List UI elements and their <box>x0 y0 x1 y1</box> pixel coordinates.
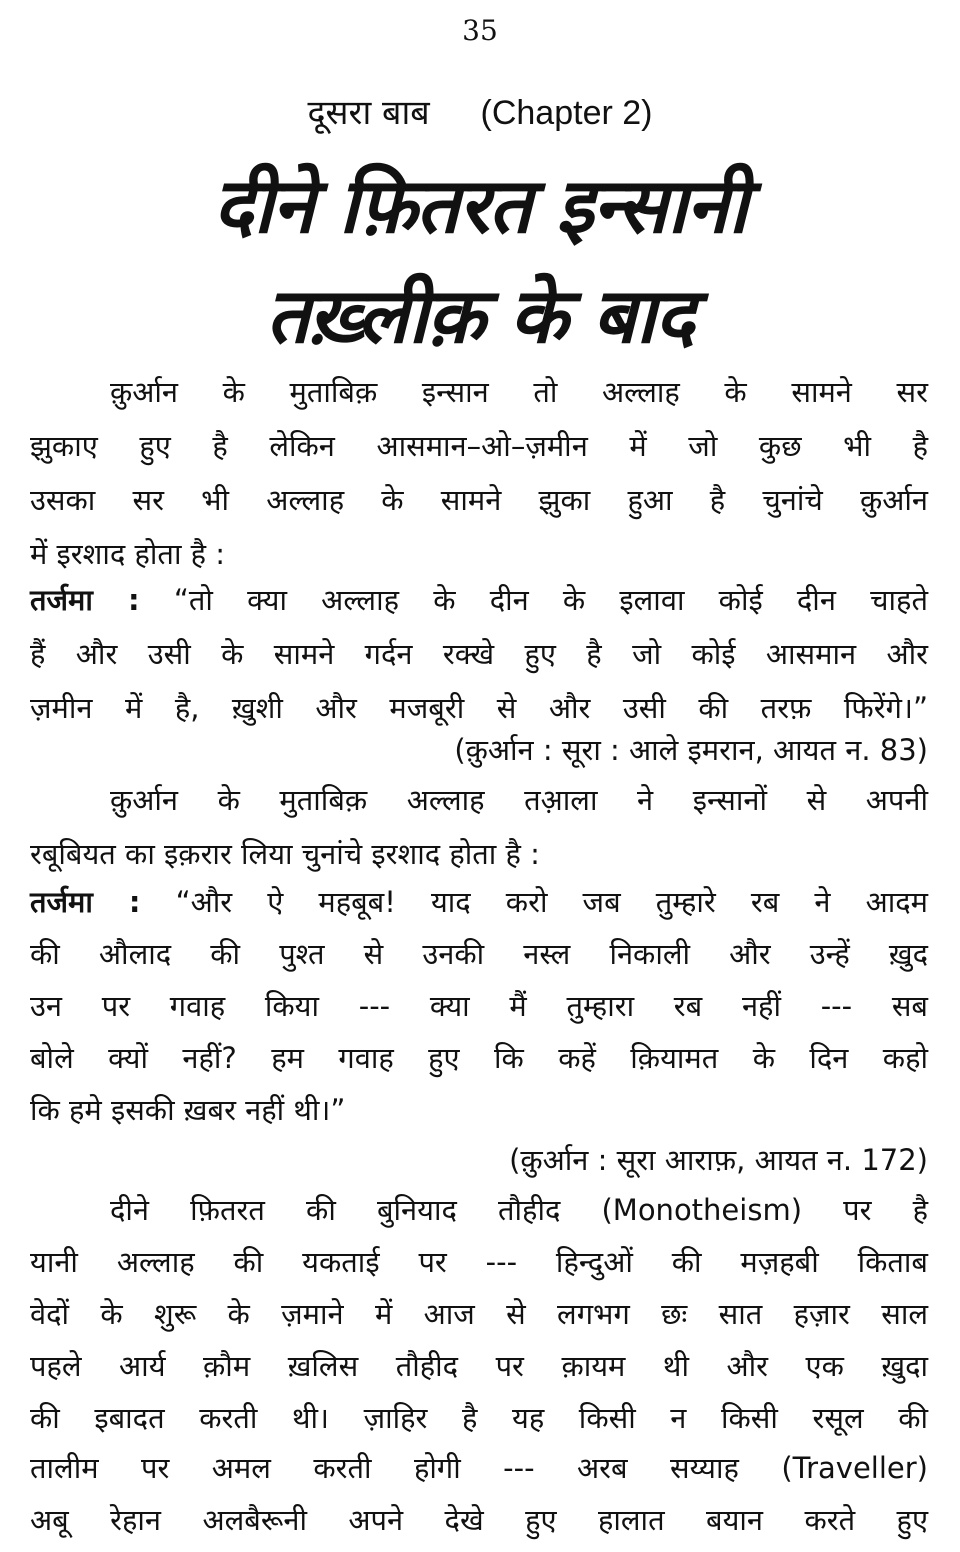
translation2-reference: (क़ुर्आन : सूरा आराफ़, आयत न. 172) <box>509 1143 928 1177</box>
chapter-title-line-2: तख़्लीक़ के बाद <box>266 271 694 360</box>
translation1-label: तर्जमा : <box>30 583 140 617</box>
translation2-line <box>30 882 928 922</box>
translation2-line: कि हमे इसकी ख़बर नहीं थी।” <box>30 1093 346 1127</box>
para3-line: की इबादत करती थी। ज़ाहिर है यह किसी न किसी रसूल की <box>30 1401 928 1435</box>
para1-line: क़ुर्आन के मुताबिक़ इन्सान तो अल्लाह के सामने सर <box>110 375 928 409</box>
para1-line: में इरशाद होता है : <box>30 537 226 571</box>
chapter-title-line-1: दीने फ़ितरत इन्सानी <box>213 161 747 250</box>
translation2-label: तर्जमा : <box>30 885 141 919</box>
translation2-line: की औलाद की पुश्त से उनकी नस्ल निकाली और उन्हें ख़ुद <box>30 937 928 971</box>
para3-line: दीने फ़ितरत की बुनियाद तौहीद (Monotheism) पर है <box>110 1193 928 1227</box>
translation1-line: हैं और उसी के सामने गर्दन रक्खे हुए है जो कोई आसमान और <box>30 637 928 671</box>
translation1-line: ज़मीन में है, ख़ुशी और मजबूरी से और उसी की तरफ़ फिरेंगे।” <box>30 691 928 725</box>
para3-line: अबू रेहान अलबैरूनी अपने देखे हुए हालात बयान करते हुए <box>30 1503 928 1537</box>
translation1-text: “तो क्या अल्लाह के दीन के इलावा कोई दीन चाहते <box>173 583 928 617</box>
chapter-english: (Chapter 2) <box>480 94 653 132</box>
chapter-heading <box>0 88 960 134</box>
page-number: 35 <box>462 14 498 47</box>
translation2-line: बोले क्यों नहीं? हम गवाह हुए कि कहें क़ियामत के दिन कहो <box>30 1041 928 1075</box>
para1-line: उसका सर भी अल्लाह के सामने झुका हुआ है चुनांचे क़ुर्आन <box>30 483 928 517</box>
para3-line: पहले आर्य क़ौम ख़लिस तौहीद पर क़ायम थी और एक ख़ुदा <box>30 1349 928 1383</box>
chapter-hindi: दूसरा बाब <box>307 93 430 133</box>
para3-line: यानी अल्लाह की यकताई पर --- हिन्दुओं की मज़हबी किताब <box>30 1245 928 1279</box>
translation2-line: उन पर गवाह किया --- क्या मैं तुम्हारा रब नहीं --- सब <box>30 989 928 1023</box>
translation2-text: “और ऐ महबूब! याद करो जब तुम्हारे रब ने आदम <box>175 885 928 919</box>
translation1-line <box>30 580 928 620</box>
para2-line: रबूबियत का इक़रार लिया चुनांचे इरशाद होता है : <box>30 837 540 871</box>
para3-line: तालीम पर अमल करती होगी --- अरब सय्याह (Traveller) <box>30 1451 928 1485</box>
translation1-reference: (क़ुर्आन : सूरा : आले इमरान, आयत न. 83) <box>454 733 928 767</box>
para2-line: क़ुर्आन के मुताबिक़ अल्लाह तआ़ला ने इन्सानों से अपनी <box>110 783 928 817</box>
para3-line: वेदों के शुरू के ज़माने में आज से लगभग छः सात हज़ार साल <box>30 1297 928 1331</box>
para1-line: झुकाए हुए है लेकिन आसमान–ओ–ज़मीन में जो कुछ भी है <box>30 429 928 463</box>
